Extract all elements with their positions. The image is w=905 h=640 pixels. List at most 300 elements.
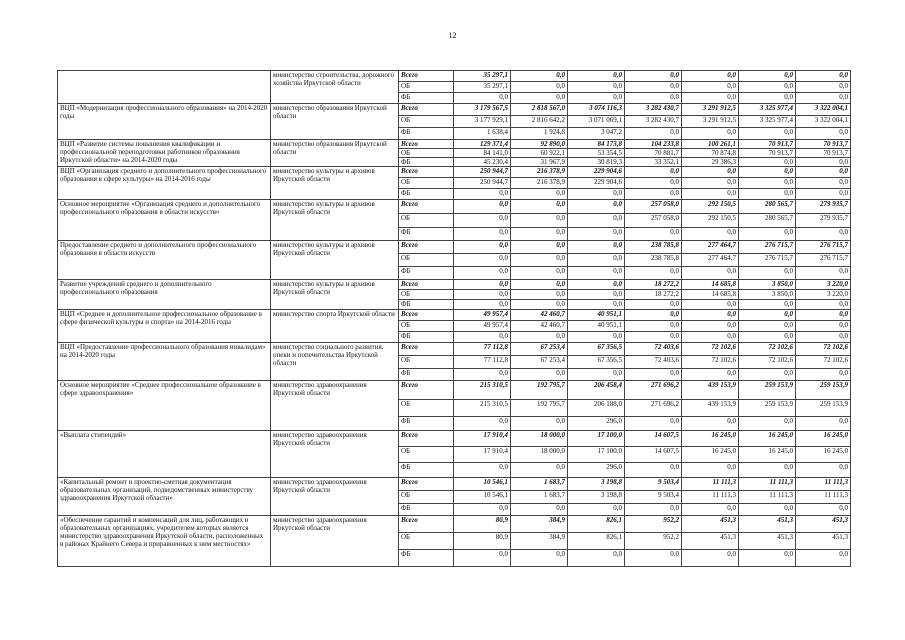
amount-cell: 3 325 977,4 (739, 116, 796, 128)
amount-cell: 0,0 (568, 189, 625, 200)
amount-cell: 0,0 (511, 189, 568, 200)
amount-cell: 72 102,6 (739, 343, 796, 356)
amount-cell: 60 922,1 (511, 149, 568, 158)
funding-source: ОБ (399, 82, 454, 93)
amount-cell: 18 000,0 (511, 447, 568, 463)
table-row (58, 431, 851, 447)
amount-cell: 0,0 (739, 332, 796, 343)
table-row (58, 280, 851, 290)
amount-cell: 0,0 (625, 267, 682, 280)
amount-cell: 0,0 (796, 300, 851, 310)
amount-cell: 0,0 (625, 167, 682, 178)
amount-cell: 3 850,0 (739, 290, 796, 300)
amount-cell: 0,0 (568, 332, 625, 343)
program-name: «Капитальный ремонт и проектно-сметная документация образовательных организаций, подведомственных министерству здравоохранения Иркутской области» (58, 478, 271, 516)
amount-cell: 0,0 (454, 280, 511, 290)
amount-cell: 2 816 642,2 (511, 116, 568, 128)
responsible-executor: министерство культуры и архивов Иркутской области (271, 241, 399, 280)
amount-cell: 70 874,8 (682, 149, 739, 158)
amount-cell: 70 913,7 (739, 149, 796, 158)
amount-cell: 0,0 (682, 310, 739, 321)
amount-cell: 0,0 (568, 369, 625, 381)
amount-cell: 259 153,9 (796, 381, 851, 400)
amount-cell: 0,0 (682, 463, 739, 478)
amount-cell: 439 153,9 (682, 381, 739, 400)
amount-cell: 0,0 (511, 71, 568, 82)
responsible-executor: министерство спорта Иркутской области (271, 310, 399, 343)
amount-cell: 0,0 (511, 417, 568, 431)
amount-cell: 1 924,8 (511, 128, 568, 140)
amount-cell: 0,0 (796, 504, 851, 516)
amount-cell: 16 245,0 (796, 431, 851, 447)
amount-cell: 0,0 (796, 463, 851, 478)
amount-cell: 0,0 (454, 550, 511, 567)
amount-cell: 0,0 (796, 321, 851, 332)
amount-cell: 0,0 (454, 200, 511, 214)
amount-cell: 0,0 (682, 321, 739, 332)
amount-cell: 0,0 (625, 93, 682, 104)
amount-cell: 18 272,2 (625, 280, 682, 290)
funding-source: ОБ (399, 447, 454, 463)
amount-cell: 3 220,0 (796, 280, 851, 290)
funding-source: ОБ (399, 290, 454, 300)
amount-cell: 10 546,1 (454, 491, 511, 504)
amount-cell: 3 198,8 (568, 478, 625, 491)
amount-cell: 45 230,4 (454, 158, 511, 167)
amount-cell: 0,0 (682, 300, 739, 310)
amount-cell: 451,3 (796, 516, 851, 533)
amount-cell: 9 503,4 (625, 491, 682, 504)
amount-cell: 238 785,8 (625, 241, 682, 254)
amount-cell: 0,0 (739, 158, 796, 167)
amount-cell: 0,0 (739, 128, 796, 140)
amount-cell: 0,0 (739, 82, 796, 93)
amount-cell: 11 111,3 (796, 478, 851, 491)
amount-cell: 49 957,4 (454, 310, 511, 321)
amount-cell: 1 683,7 (511, 491, 568, 504)
amount-cell: 952,2 (625, 516, 682, 533)
amount-cell: 129 371,4 (454, 140, 511, 149)
table-row (58, 71, 851, 82)
funding-source: Всего (399, 241, 454, 254)
amount-cell: 17 100,0 (568, 447, 625, 463)
funding-source: ОБ (399, 116, 454, 128)
amount-cell: 215 310,5 (454, 381, 511, 400)
amount-cell: 0,0 (511, 200, 568, 214)
amount-cell: 72 403,6 (625, 356, 682, 369)
amount-cell: 0,0 (739, 267, 796, 280)
amount-cell: 3 047,2 (568, 128, 625, 140)
amount-cell: 0,0 (625, 189, 682, 200)
funding-source: Всего (399, 140, 454, 149)
amount-cell: 84 173,8 (568, 140, 625, 149)
amount-cell: 0,0 (568, 71, 625, 82)
amount-cell: 0,0 (625, 128, 682, 140)
funding-source: ФБ (399, 369, 454, 381)
funding-source: Всего (399, 104, 454, 116)
amount-cell: 11 111,3 (739, 491, 796, 504)
amount-cell: 216 378,9 (511, 178, 568, 189)
responsible-executor: министерство строительства, дорожного хозяйства Иркутской области (271, 71, 399, 104)
amount-cell: 206 188,0 (568, 400, 625, 417)
responsible-executor: министерство образования Иркутской области (271, 104, 399, 140)
funding-source: ОБ (399, 491, 454, 504)
program-name: ВЦП «Среднее и дополнительное профессиональное образование в сфере физической культуры и спорта» на 2014-2016 годы (58, 310, 271, 343)
amount-cell: 0,0 (739, 300, 796, 310)
amount-cell: 0,0 (454, 332, 511, 343)
program-name: Предоставление среднего и дополнительного профессионального образования в области искусств (58, 241, 271, 280)
amount-cell: 0,0 (739, 178, 796, 189)
responsible-executor: министерство здравоохранения Иркутской области (271, 381, 399, 431)
amount-cell: 296,0 (568, 463, 625, 478)
amount-cell: 0,0 (682, 332, 739, 343)
program-name: Основное мероприятие «Организация среднего и дополнительного профессионального образования в области искусств» (58, 200, 271, 241)
amount-cell: 0,0 (511, 290, 568, 300)
funding-source: ФБ (399, 300, 454, 310)
funding-source: Всего (399, 431, 454, 447)
program-name: ВЦП «Предоставление профессионального образования инвалидам» на 2014-2020 годы (58, 343, 271, 381)
amount-cell: 0,0 (796, 82, 851, 93)
amount-cell: 0,0 (796, 158, 851, 167)
amount-cell: 33 352,1 (625, 158, 682, 167)
amount-cell: 0,0 (682, 417, 739, 431)
amount-cell: 0,0 (625, 310, 682, 321)
amount-cell: 0,0 (739, 310, 796, 321)
amount-cell: 0,0 (739, 321, 796, 332)
amount-cell: 35 297,1 (454, 82, 511, 93)
amount-cell: 1 683,7 (511, 478, 568, 491)
amount-cell: 72 102,6 (682, 356, 739, 369)
table-row (58, 310, 851, 321)
amount-cell: 16 245,0 (796, 447, 851, 463)
amount-cell: 104 233,8 (625, 140, 682, 149)
amount-cell: 3 282 430,7 (625, 104, 682, 116)
amount-cell: 35 297,1 (454, 71, 511, 82)
amount-cell: 292 150,5 (682, 214, 739, 228)
amount-cell: 0,0 (625, 332, 682, 343)
amount-cell: 0,0 (511, 214, 568, 228)
amount-cell: 0,0 (625, 417, 682, 431)
amount-cell: 0,0 (568, 254, 625, 267)
amount-cell: 0,0 (625, 369, 682, 381)
amount-cell: 0,0 (511, 241, 568, 254)
amount-cell: 3 220,0 (796, 290, 851, 300)
amount-cell: 3 322 004,1 (796, 116, 851, 128)
amount-cell: 0,0 (511, 504, 568, 516)
amount-cell: 0,0 (568, 280, 625, 290)
amount-cell: 14 685,8 (682, 290, 739, 300)
amount-cell: 3 291 912,5 (682, 104, 739, 116)
amount-cell: 0,0 (454, 504, 511, 516)
amount-cell: 216 378,9 (511, 167, 568, 178)
amount-cell: 42 460,7 (511, 321, 568, 332)
funding-source: Всего (399, 280, 454, 290)
responsible-executor: министерство культуры и архивов Иркутской области (271, 280, 399, 310)
table-row (58, 381, 851, 400)
amount-cell: 257 058,0 (625, 200, 682, 214)
amount-cell: 70 913,7 (796, 149, 851, 158)
amount-cell: 0,0 (796, 550, 851, 567)
amount-cell: 0,0 (739, 369, 796, 381)
amount-cell: 0,0 (568, 228, 625, 241)
amount-cell: 279 935,7 (796, 200, 851, 214)
amount-cell: 1 638,4 (454, 128, 511, 140)
amount-cell: 31 967,9 (511, 158, 568, 167)
amount-cell: 11 111,3 (682, 478, 739, 491)
amount-cell: 276 715,7 (796, 254, 851, 267)
budget-table (57, 70, 851, 567)
amount-cell: 276 715,7 (739, 254, 796, 267)
amount-cell: 14 607,5 (625, 431, 682, 447)
amount-cell: 0,0 (682, 267, 739, 280)
responsible-executor: министерство социального развития, опеки и попечительства Иркутской области (271, 343, 399, 381)
amount-cell: 17 100,0 (568, 431, 625, 447)
amount-cell: 67 356,5 (568, 356, 625, 369)
funding-source: ОБ (399, 149, 454, 158)
amount-cell: 3 071 069,1 (568, 116, 625, 128)
amount-cell: 0,0 (682, 504, 739, 516)
amount-cell: 3 325 977,4 (739, 104, 796, 116)
amount-cell: 0,0 (682, 82, 739, 93)
responsible-executor: министерство здравоохранения Иркутской области (271, 516, 399, 567)
amount-cell: 257 058,0 (625, 214, 682, 228)
amount-cell: 0,0 (454, 93, 511, 104)
amount-cell: 0,0 (739, 417, 796, 431)
amount-cell: 16 245,0 (739, 447, 796, 463)
amount-cell: 0,0 (682, 369, 739, 381)
amount-cell: 0,0 (511, 369, 568, 381)
amount-cell: 0,0 (739, 167, 796, 178)
amount-cell: 292 150,5 (682, 200, 739, 214)
amount-cell: 16 245,0 (682, 447, 739, 463)
amount-cell: 29 386,3 (682, 158, 739, 167)
amount-cell: 17 910,4 (454, 431, 511, 447)
amount-cell: 192 795,7 (511, 400, 568, 417)
amount-cell: 0,0 (511, 82, 568, 93)
amount-cell: 0,0 (796, 93, 851, 104)
amount-cell: 11 111,3 (796, 491, 851, 504)
amount-cell: 3 291 912,5 (682, 116, 739, 128)
amount-cell: 0,0 (568, 550, 625, 567)
amount-cell: 0,0 (796, 417, 851, 431)
amount-cell: 384,9 (511, 516, 568, 533)
amount-cell: 11 111,3 (739, 478, 796, 491)
responsible-executor: министерство здравоохранения Иркутской области (271, 478, 399, 516)
amount-cell: 0,0 (739, 550, 796, 567)
amount-cell: 0,0 (625, 550, 682, 567)
amount-cell: 16 245,0 (739, 431, 796, 447)
amount-cell: 11 111,3 (682, 491, 739, 504)
amount-cell: 0,0 (625, 300, 682, 310)
amount-cell: 72 403,6 (625, 343, 682, 356)
funding-source: ФБ (399, 189, 454, 200)
amount-cell: 271 696,2 (625, 400, 682, 417)
amount-cell: 0,0 (454, 214, 511, 228)
amount-cell: 0,0 (454, 267, 511, 280)
amount-cell: 0,0 (796, 189, 851, 200)
amount-cell: 40 951,1 (568, 321, 625, 332)
funding-source: Всего (399, 310, 454, 321)
amount-cell: 72 102,6 (796, 356, 851, 369)
funding-source: ФБ (399, 158, 454, 167)
amount-cell: 17 910,4 (454, 447, 511, 463)
amount-cell: 49 957,4 (454, 321, 511, 332)
responsible-executor: министерство культуры и архивов Иркутской области (271, 167, 399, 200)
amount-cell: 84 141,0 (454, 149, 511, 158)
amount-cell: 250 944,7 (454, 178, 511, 189)
amount-cell: 0,0 (682, 189, 739, 200)
amount-cell: 30 819,3 (568, 158, 625, 167)
amount-cell: 0,0 (568, 214, 625, 228)
amount-cell: 451,3 (739, 516, 796, 533)
amount-cell: 451,3 (682, 516, 739, 533)
amount-cell: 451,3 (682, 533, 739, 550)
page-number: 12 (448, 31, 457, 40)
funding-source: ФБ (399, 332, 454, 343)
amount-cell: 0,0 (796, 178, 851, 189)
amount-cell: 192 795,7 (511, 381, 568, 400)
amount-cell: 0,0 (511, 550, 568, 567)
amount-cell: 0,0 (568, 93, 625, 104)
amount-cell: 42 460,7 (511, 310, 568, 321)
funding-source: ФБ (399, 550, 454, 567)
amount-cell: 439 153,9 (682, 400, 739, 417)
table-row (58, 140, 851, 149)
amount-cell: 0,0 (739, 93, 796, 104)
amount-cell: 229 904,6 (568, 178, 625, 189)
funding-source: Всего (399, 167, 454, 178)
amount-cell: 0,0 (739, 189, 796, 200)
amount-cell: 9 503,4 (625, 478, 682, 491)
amount-cell: 0,0 (739, 71, 796, 82)
amount-cell: 3 850,0 (739, 280, 796, 290)
amount-cell: 0,0 (739, 504, 796, 516)
funding-source: ФБ (399, 267, 454, 280)
amount-cell: 70 913,7 (796, 140, 851, 149)
amount-cell: 0,0 (568, 200, 625, 214)
program-name: Основное мероприятие «Среднее профессиональное образование в сфере здравоохранения» (58, 381, 271, 431)
funding-source: ОБ (399, 214, 454, 228)
amount-cell: 40 951,1 (568, 310, 625, 321)
amount-cell: 3 198,8 (568, 491, 625, 504)
amount-cell: 100 261,1 (682, 140, 739, 149)
amount-cell: 77 112,8 (454, 356, 511, 369)
amount-cell: 0,0 (682, 550, 739, 567)
amount-cell: 271 696,2 (625, 381, 682, 400)
table-row (58, 200, 851, 214)
amount-cell: 0,0 (682, 128, 739, 140)
funding-source: ФБ (399, 128, 454, 140)
funding-source: ФБ (399, 93, 454, 104)
program-name: ВЦП «Развитие системы повышения квалификации и профессиональной переподготовки работников образования Иркутской области» на 2014-2020 годы (58, 140, 271, 167)
amount-cell: 70 881,7 (625, 149, 682, 158)
amount-cell: 10 546,1 (454, 478, 511, 491)
amount-cell: 0,0 (796, 369, 851, 381)
amount-cell: 0,0 (454, 463, 511, 478)
funding-source: ФБ (399, 463, 454, 478)
amount-cell: 826,1 (568, 516, 625, 533)
amount-cell: 67 253,4 (511, 343, 568, 356)
amount-cell: 0,0 (511, 254, 568, 267)
amount-cell: 0,0 (625, 504, 682, 516)
funding-source: ОБ (399, 321, 454, 332)
amount-cell: 250 944,7 (454, 167, 511, 178)
funding-source: ФБ (399, 228, 454, 241)
amount-cell: 53 354,5 (568, 149, 625, 158)
amount-cell: 0,0 (511, 267, 568, 280)
amount-cell: 206 458,4 (568, 381, 625, 400)
funding-source: ОБ (399, 178, 454, 189)
amount-cell: 276 715,7 (739, 241, 796, 254)
table-row (58, 104, 851, 116)
amount-cell: 0,0 (796, 128, 851, 140)
table-row (58, 167, 851, 178)
amount-cell: 0,0 (625, 463, 682, 478)
amount-cell: 3 179 567,5 (454, 104, 511, 116)
amount-cell: 0,0 (796, 310, 851, 321)
amount-cell: 0,0 (568, 241, 625, 254)
amount-cell: 0,0 (454, 300, 511, 310)
amount-cell: 0,0 (739, 463, 796, 478)
amount-cell: 3 074 116,3 (568, 104, 625, 116)
amount-cell: 0,0 (568, 504, 625, 516)
amount-cell: 259 153,9 (739, 381, 796, 400)
funding-source: ОБ (399, 400, 454, 417)
amount-cell: 16 245,0 (682, 431, 739, 447)
amount-cell: 18 000,0 (511, 431, 568, 447)
funding-source: ФБ (399, 417, 454, 431)
amount-cell: 215 310,5 (454, 400, 511, 417)
responsible-executor: министерство здравоохранения Иркутской области (271, 431, 399, 478)
amount-cell: 384,9 (511, 533, 568, 550)
amount-cell: 0,0 (682, 228, 739, 241)
funding-source: Всего (399, 516, 454, 533)
amount-cell: 0,0 (454, 254, 511, 267)
program-name: ВЦП «Организация среднего и дополнительного профессионального образования в сфере культуры» на 2014-2016 годы (58, 167, 271, 200)
amount-cell: 3 282 430,7 (625, 116, 682, 128)
amount-cell: 67 253,4 (511, 356, 568, 369)
amount-cell: 0,0 (568, 82, 625, 93)
funding-source: Всего (399, 478, 454, 491)
amount-cell: 279 935,7 (796, 214, 851, 228)
amount-cell: 0,0 (568, 290, 625, 300)
amount-cell: 2 818 567,0 (511, 104, 568, 116)
amount-cell: 0,0 (625, 178, 682, 189)
funding-source: Всего (399, 71, 454, 82)
amount-cell: 14 685,8 (682, 280, 739, 290)
amount-cell: 259 153,9 (739, 400, 796, 417)
amount-cell: 0,0 (454, 189, 511, 200)
amount-cell: 296,0 (568, 417, 625, 431)
amount-cell: 280 565,7 (739, 200, 796, 214)
amount-cell: 67 356,5 (568, 343, 625, 356)
amount-cell: 0,0 (511, 300, 568, 310)
amount-cell: 0,0 (796, 71, 851, 82)
amount-cell: 72 102,6 (682, 343, 739, 356)
table-row (58, 343, 851, 356)
amount-cell: 92 890,0 (511, 140, 568, 149)
amount-cell: 0,0 (568, 300, 625, 310)
amount-cell: 3 322 004,1 (796, 104, 851, 116)
amount-cell: 0,0 (682, 71, 739, 82)
amount-cell: 0,0 (511, 463, 568, 478)
amount-cell: 80,9 (454, 533, 511, 550)
amount-cell: 0,0 (625, 321, 682, 332)
amount-cell: 259 153,9 (796, 400, 851, 417)
amount-cell: 952,2 (625, 533, 682, 550)
funding-source: ОБ (399, 533, 454, 550)
responsible-executor: министерство образования Иркутской области (271, 140, 399, 167)
